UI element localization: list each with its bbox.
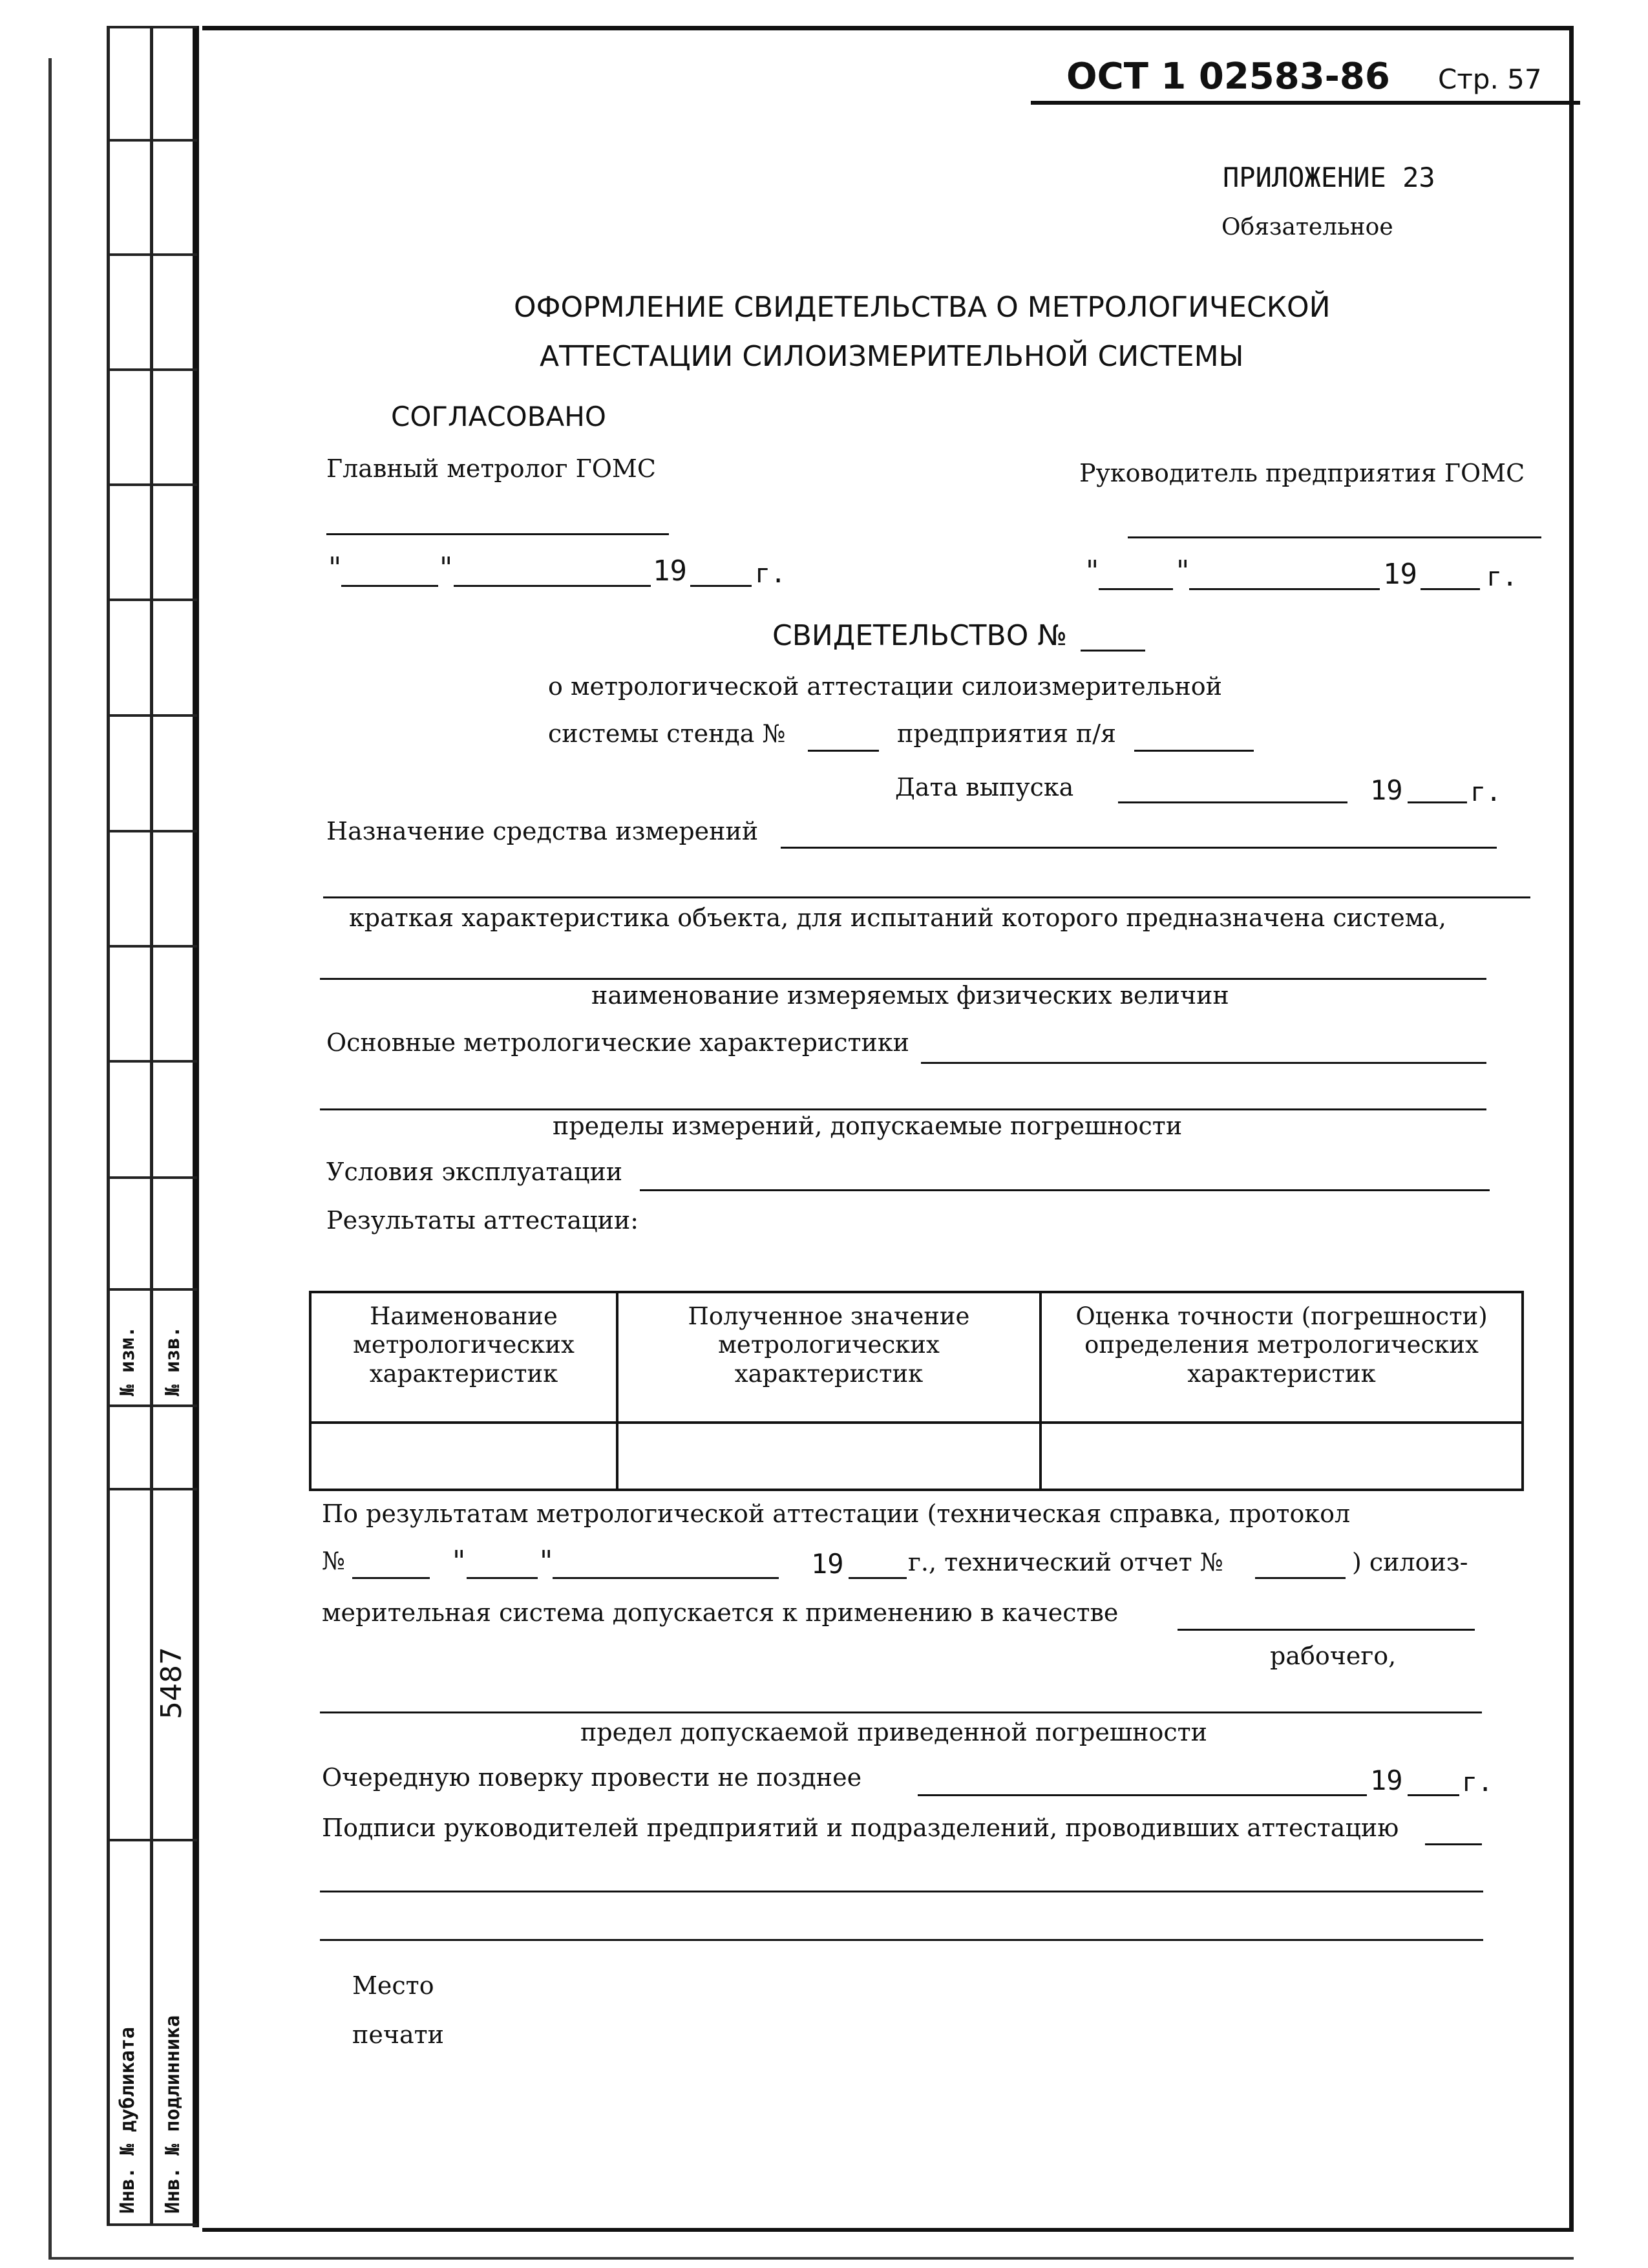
stamp-place-line2: печати	[352, 2020, 444, 2049]
protocol-number-blank[interactable]	[352, 1577, 430, 1579]
protocol-year-prefix: 19	[811, 1548, 844, 1580]
strip-line	[107, 1176, 197, 1179]
duplicate-inventory-label: Инв. № дубликата	[116, 2027, 139, 2214]
document-title-line2: АТТЕСТАЦИИ СИЛОИЗМЕРИТЕЛЬНОЙ СИСТЕМЫ	[540, 340, 1244, 373]
column-header: Наименование метрологических характеристик	[310, 1292, 617, 1423]
strip-line	[107, 368, 197, 371]
issue-year-prefix: 19	[1370, 774, 1403, 806]
issue-date-blank[interactable]	[1118, 801, 1347, 803]
inventory-number: 5487	[155, 1647, 188, 1719]
document-title-line1: ОФОРМЛЕНИЕ СВИДЕТЕЛЬСТВА О МЕТРОЛОГИЧЕСКОЙ	[514, 291, 1331, 324]
table-row	[310, 1423, 1523, 1490]
purpose-label: Назначение средства измерений	[326, 817, 759, 845]
signatures-blank-3[interactable]	[320, 1939, 1483, 1941]
enterprise-head-title: Руководитель предприятия ГОМС	[1079, 459, 1525, 487]
conclusion-line3: мерительная система допускается к применению в качестве	[322, 1598, 1119, 1627]
agreed-label: СОГЛАСОВАНО	[391, 401, 606, 432]
conclusion-line1: По результатам метрологической аттестации (техническая справка, протокол	[322, 1500, 1351, 1528]
main-characteristics-blank[interactable]	[921, 1062, 1486, 1064]
header-rule	[1031, 101, 1580, 105]
enterprise-label: предприятия п/я	[897, 719, 1116, 748]
limits-hint: пределы измерений, допускаемые погрешности	[553, 1112, 1183, 1140]
purpose-hint: краткая характеристика объекта, для испытаний которого предназначена система,	[349, 904, 1447, 932]
year-prefix: 19	[1383, 558, 1417, 591]
quote-close: "	[1176, 555, 1190, 588]
error-blank[interactable]	[320, 1712, 1482, 1713]
year-suffix: г.	[1486, 562, 1518, 592]
quote-close: "	[540, 1545, 553, 1578]
quantities-blank[interactable]	[320, 978, 1486, 980]
column-header: Оценка точности (погрешности) определения метрологических характеристик	[1041, 1292, 1523, 1423]
stand-number-blank[interactable]	[808, 750, 879, 752]
enterprise-blank[interactable]	[1134, 750, 1254, 752]
page-number: Стр. 57	[1438, 63, 1542, 95]
main-characteristics-label: Основные метрологические характеристики	[326, 1028, 909, 1057]
year-blank[interactable]	[1421, 588, 1480, 590]
year-suffix: г.	[755, 559, 787, 589]
protocol-month-blank[interactable]	[553, 1577, 779, 1579]
appendix-label: ПРИЛОЖЕНИЕ 23	[1223, 162, 1435, 193]
outer-left-border	[48, 58, 52, 2259]
issue-year-blank[interactable]	[1408, 801, 1467, 803]
quality-blank[interactable]	[1178, 1629, 1475, 1631]
strip-line	[107, 26, 197, 28]
next-year-blank[interactable]	[1408, 1794, 1459, 1796]
issue-year-suffix: г.	[1470, 778, 1502, 807]
strip-column-line	[107, 26, 110, 2223]
strip-line	[107, 714, 197, 717]
purpose-blank-2[interactable]	[323, 896, 1530, 898]
day-blank[interactable]	[1099, 588, 1173, 590]
table-cell[interactable]	[310, 1423, 617, 1490]
original-inventory-label: Инв. № подлинника	[162, 2015, 184, 2214]
strip-line	[107, 1404, 197, 1407]
table-cell[interactable]	[1041, 1423, 1523, 1490]
strip-line	[107, 253, 197, 256]
next-check-label: Очередную поверку провести не позднее	[322, 1763, 862, 1792]
conditions-blank[interactable]	[640, 1189, 1490, 1191]
signatures-blank[interactable]	[1425, 1843, 1482, 1845]
day-blank[interactable]	[341, 585, 438, 587]
chief-metrologist-title: Главный метролог ГОМС	[326, 454, 656, 483]
table-cell[interactable]	[617, 1423, 1041, 1490]
purpose-blank[interactable]	[781, 847, 1497, 849]
signature-line-right	[1128, 536, 1541, 538]
signatures-label: Подписи руководителей предприятий и подразделений, проводивших аттестацию	[322, 1814, 1399, 1842]
strip-column-line	[150, 26, 153, 2223]
quote-close: "	[439, 551, 453, 584]
results-table	[309, 1291, 1524, 1491]
document-code: ОСТ 1 02583-86	[1066, 56, 1390, 98]
strip-line	[107, 483, 197, 486]
strip-line	[107, 599, 197, 601]
protocol-day-blank[interactable]	[467, 1577, 538, 1579]
conditions-label: Условия эксплуатации	[326, 1158, 623, 1186]
strip-line	[107, 1839, 197, 1841]
column-header: Полученное значение метрологических характеристик	[617, 1292, 1041, 1423]
stamp-place-line1: Место	[352, 1971, 434, 2000]
strip-line	[107, 830, 197, 832]
results-label: Результаты аттестации:	[326, 1206, 639, 1235]
change-number-label: № изм.	[116, 1326, 139, 1396]
quote-open: "	[328, 551, 342, 584]
report-number-blank[interactable]	[1255, 1577, 1346, 1579]
strip-line	[107, 1288, 197, 1291]
frame-left-border	[193, 26, 199, 2227]
strip-line	[107, 1060, 197, 1063]
month-blank[interactable]	[1189, 588, 1380, 590]
next-check-blank[interactable]	[918, 1794, 1367, 1796]
appendix-status: Обязательное	[1221, 214, 1393, 240]
protocol-number-label: №	[322, 1547, 345, 1575]
strip-line	[107, 1488, 197, 1490]
notice-number-label: № изв.	[162, 1326, 184, 1396]
stand-number-label: системы стенда №	[548, 719, 786, 748]
quote-open: "	[452, 1545, 466, 1578]
error-hint: предел допускаемой приведенной погрешности	[580, 1718, 1208, 1746]
certificate-title: СВИДЕТЕЛЬСТВО №	[772, 619, 1068, 652]
quantities-hint: наименование измеряемых физических величин	[591, 981, 1229, 1010]
strip-line	[107, 2223, 197, 2226]
working-label: рабочего,	[1270, 1642, 1397, 1670]
month-blank[interactable]	[454, 585, 651, 587]
next-year-suffix: г.	[1462, 1768, 1494, 1797]
certificate-subtitle: о метрологической аттестации силоизмерительной	[548, 672, 1222, 701]
year-prefix: 19	[653, 555, 687, 588]
quote-open: "	[1086, 555, 1099, 588]
strip-line	[107, 139, 197, 142]
next-year-prefix: 19	[1370, 1765, 1403, 1796]
year-blank[interactable]	[690, 585, 752, 587]
signature-line-left	[326, 533, 669, 535]
issue-date-label: Дата выпуска	[895, 773, 1074, 801]
limits-blank[interactable]	[320, 1108, 1486, 1110]
table-header-row	[310, 1292, 1523, 1423]
certificate-number-blank[interactable]	[1081, 650, 1145, 652]
protocol-year-blank[interactable]	[849, 1577, 907, 1579]
signatures-blank-2[interactable]	[320, 1891, 1483, 1892]
conclusion-line2-end: ) силоиз-	[1352, 1548, 1468, 1576]
outer-bottom-border	[48, 2257, 1574, 2260]
protocol-year-suffix: г., технический отчет №	[908, 1548, 1223, 1576]
strip-line	[107, 945, 197, 948]
